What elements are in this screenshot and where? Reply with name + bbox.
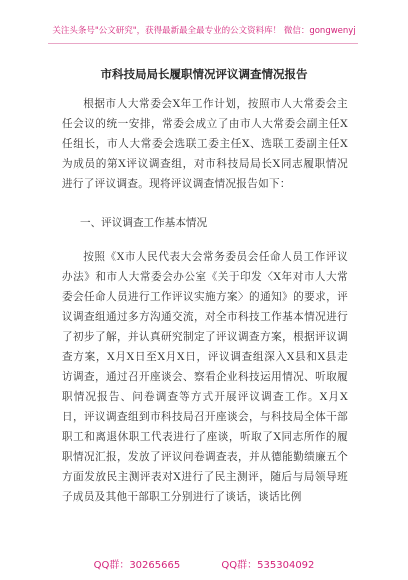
document-title: 市科技局局长履职情况评议调查情况报告 — [100, 67, 308, 81]
section-heading-1: 一、评议调查工作基本情况 — [80, 217, 208, 229]
footer-qq-group-2: QQ群：535304092 — [221, 560, 315, 571]
paragraph-intro: 根据市人大常委会X年工作计划，按照市人大常委会主任会议的统一安排，常委会成立了由市人大常委会副主任X任组长，市人大常委会选联工委主任X、选联工委副主任X为成员的第X评议调查组，对市科技局局长X同志履职情况进行了评议调查。现将评议调查情况报告如下： — [62, 98, 348, 190]
footer-qq-group-1: QQ群：30265665 — [93, 560, 181, 571]
footer-contact — [0, 556, 408, 571]
header-divider — [48, 43, 358, 44]
header-banner: 关注头条号"公文研究"，获得最新最全最专业的公文资料库！ 微信：gongwenyj — [52, 26, 356, 36]
paragraph-work-overview: 按照《X市人民代表大会常务委员会任命人员工作评议办法》和市人大常委会办公室《关于印发〈X年对市人大常委会任命人员进行工作评议实施方案〉的通知》的要求，评议调查组通过多方沟通交流，对全市科技工作基本情况进行了初步了解，并认真研究制定了评议调查方案，根据评议调查方案，X月X日至X月X日，评议调查组深入X县和X县走访调查，通过召开座谈会、察看企业科技运用情况、听取履职情况报告、问卷调查等方式开展评议调查工作。X月X日，评议调查组到市科技局召开座谈会，与科技局全体干部职工和离退休职工代表进行了座谈，听取了X同志所作的履职情况汇报，发放了评议问卷调查表，并从德能勤绩廉五个方面发放民主测评表对X进行了民主测评，随后与局领导班子成员及其他干部职工分别进行了谈话，谈话比例 — [62, 251, 348, 503]
